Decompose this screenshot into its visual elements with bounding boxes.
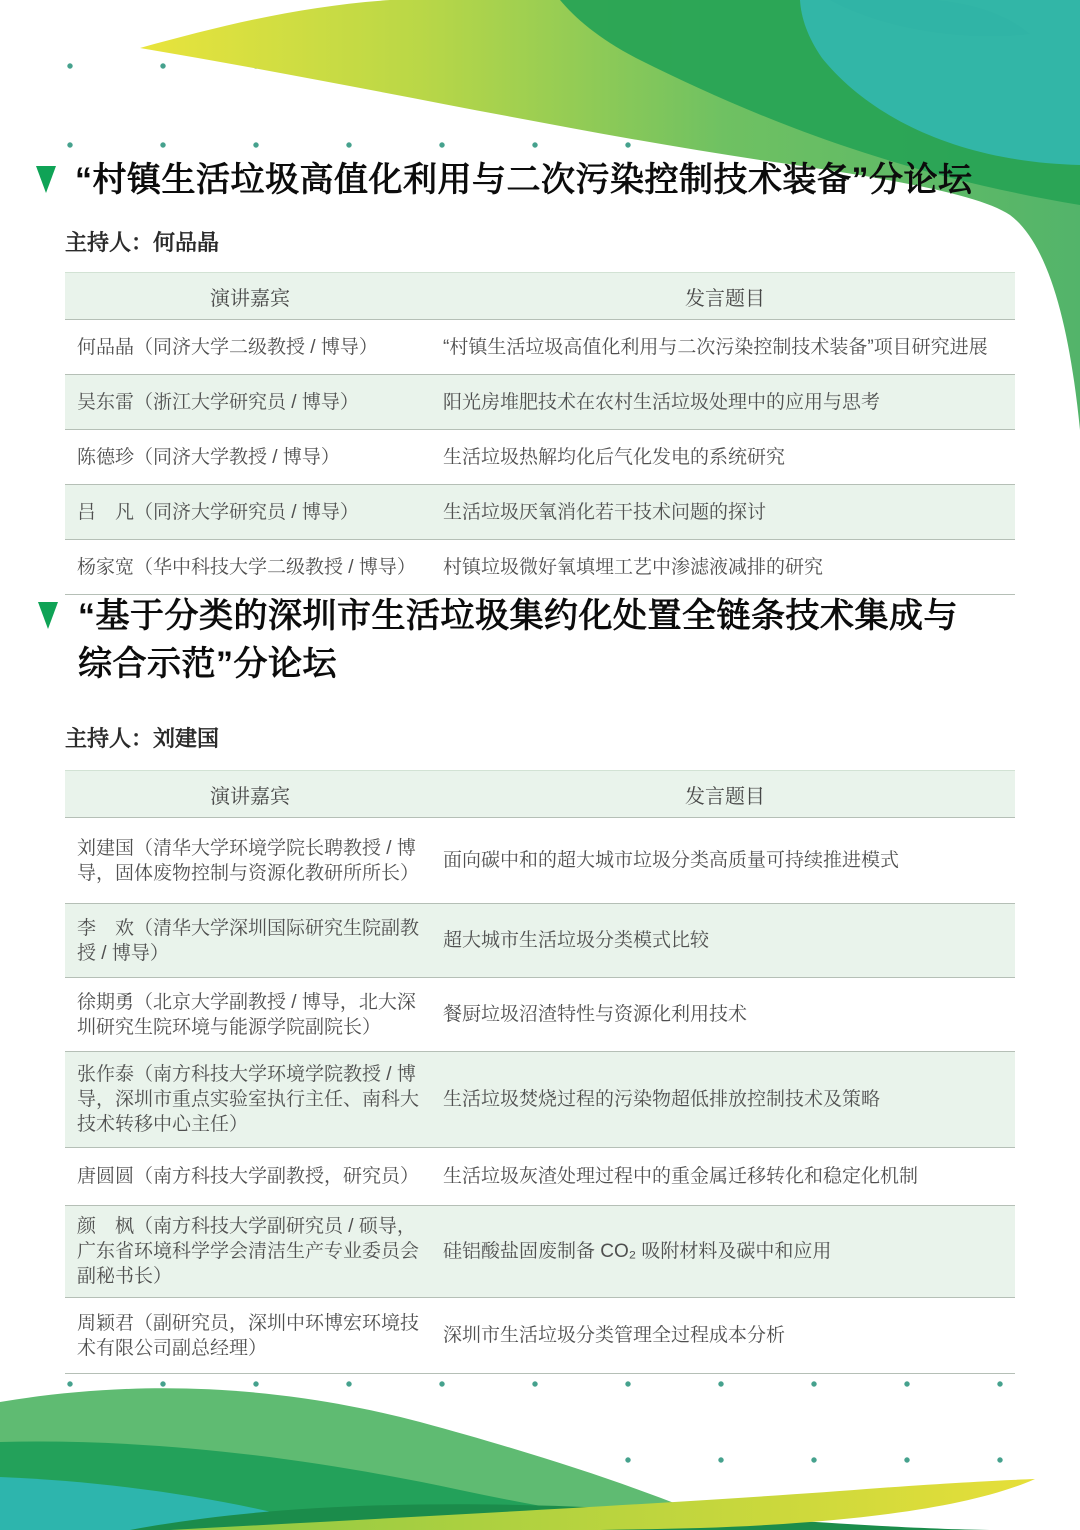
table-row	[65, 540, 1015, 595]
speaker-cell: 杨家宽（华中科技大学二级教授 / 博导）	[65, 540, 435, 595]
table-row	[65, 1148, 1015, 1206]
table-row	[65, 485, 1015, 540]
topic-cell: “村镇生活垃圾高值化利用与二次污染控制技术装备”项目研究进展	[435, 320, 1015, 375]
forum-table-1	[65, 272, 1015, 595]
table-row	[65, 1298, 1015, 1374]
table-row	[65, 430, 1015, 485]
topic-cell: 餐厨垃圾沼渣特性与资源化利用技术	[435, 978, 1015, 1052]
table-header-row	[65, 273, 1015, 320]
table-row	[65, 818, 1015, 904]
speaker-cell: 唐圆圆（南方科技大学副教授，研究员）	[65, 1148, 435, 1206]
table-row	[65, 375, 1015, 430]
speaker-cell: 李 欢（清华大学深圳国际研究生院副教授 / 博导）	[65, 904, 435, 978]
table-row	[65, 1052, 1015, 1148]
topic-cell: 村镇垃圾微好氧填埋工艺中渗滤液减排的研究	[435, 540, 1015, 595]
speaker-cell: 张作泰（南方科技大学环境学院教授 / 博导，深圳市重点实验室执行主任、南科大技术转移中心主任）	[65, 1052, 435, 1148]
section-marker-icon	[36, 166, 56, 193]
section-title: “村镇生活垃圾高值化利用与二次污染控制技术装备”分论坛	[75, 161, 973, 199]
topic-cell: 硅铝酸盐固废制备 CO₂ 吸附材料及碳中和应用	[435, 1206, 1015, 1298]
speaker-cell: 何品晶（同济大学二级教授 / 博导）	[65, 320, 435, 375]
column-header-speaker: 演讲嘉宾	[65, 771, 435, 818]
speaker-cell: 吴东雷（浙江大学研究员 / 博导）	[65, 375, 435, 430]
speaker-cell: 周颖君（副研究员，深圳中环博宏环境技术有限公司副总经理）	[65, 1298, 435, 1374]
column-header-speaker: 演讲嘉宾	[65, 273, 435, 320]
topic-cell: 生活垃圾厌氧消化若干技术问题的探讨	[435, 485, 1015, 540]
column-header-topic: 发言题目	[435, 273, 1015, 320]
topic-cell: 阳光房堆肥技术在农村生活垃圾处理中的应用与思考	[435, 375, 1015, 430]
section-title: “基于分类的深圳市生活垃圾集约化处置全链条技术集成与综合示范”分论坛	[78, 597, 958, 683]
table-row	[65, 320, 1015, 375]
topic-cell: 面向碳中和的超大城市垃圾分类高质量可持续推进模式	[435, 818, 1015, 904]
speaker-cell: 刘建国（清华大学环境学院长聘教授 / 博导，固体废物控制与资源化教研所所长）	[65, 818, 435, 904]
table-header-row	[65, 771, 1015, 818]
forum-table-2	[65, 770, 1015, 1374]
topic-cell: 生活垃圾灰渣处理过程中的重金属迁移转化和稳定化机制	[435, 1148, 1015, 1206]
host-line: 主持人：何品晶	[65, 230, 220, 255]
host-line: 主持人：刘建国	[65, 726, 220, 751]
table-row	[65, 1206, 1015, 1298]
topic-cell: 深圳市生活垃圾分类管理全过程成本分析	[435, 1298, 1015, 1374]
speaker-cell: 颜 枫（南方科技大学副研究员 / 硕导，广东省环境科学学会清洁生产专业委员会副秘书长）	[65, 1206, 435, 1298]
section-marker-icon	[38, 602, 58, 629]
speaker-cell: 陈德珍（同济大学教授 / 博导）	[65, 430, 435, 485]
table-row	[65, 978, 1015, 1052]
topic-cell: 生活垃圾热解均化后气化发电的系统研究	[435, 430, 1015, 485]
topic-cell: 生活垃圾焚烧过程的污染物超低排放控制技术及策略	[435, 1052, 1015, 1148]
column-header-topic: 发言题目	[435, 771, 1015, 818]
speaker-cell: 吕 凡（同济大学研究员 / 博导）	[65, 485, 435, 540]
speaker-cell: 徐期勇（北京大学副教授 / 博导，北大深圳研究生院环境与能源学院副院长）	[65, 978, 435, 1052]
table-row	[65, 904, 1015, 978]
topic-cell: 超大城市生活垃圾分类模式比较	[435, 904, 1015, 978]
